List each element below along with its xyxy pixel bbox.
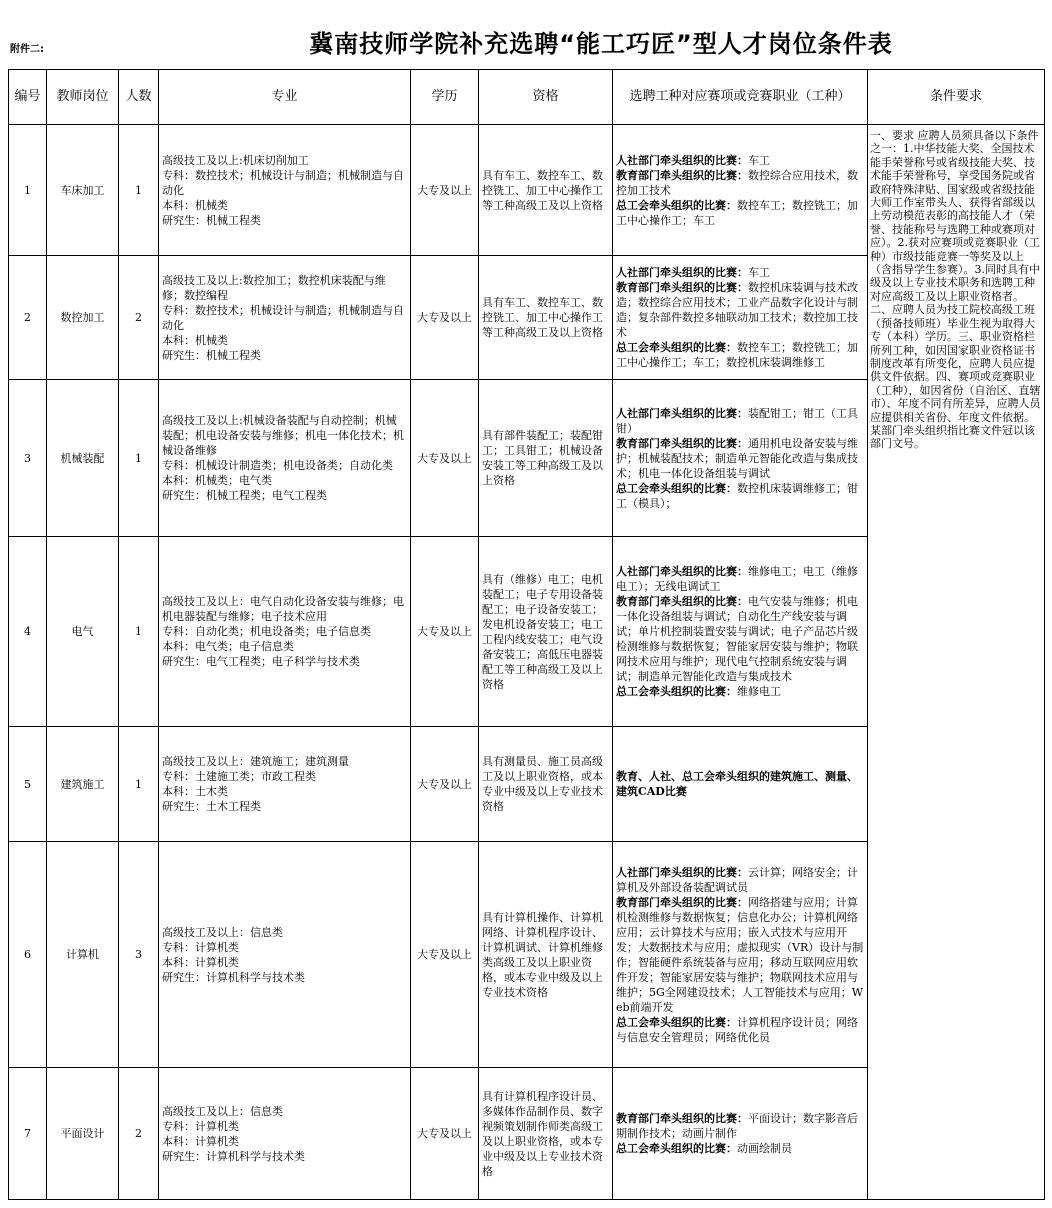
cell-major xyxy=(159,256,411,380)
cell-competition xyxy=(613,1068,868,1200)
cell-qualification: 具有计算机操作、计算机网络、计算机程序设计、计算机调试、计算机维修类高级工及以上职业资格，或本专业中级及以上专业技术资格 xyxy=(479,842,613,1068)
major-line: 研究生：计算机科学与技术类 xyxy=(162,970,305,984)
major-line: 高级技工及以上：电气自动化设备安装与维修；电机电器装配与维修；电子技术应用 xyxy=(162,595,404,623)
competition-items: 数控综合应用技术，数控加工技术 xyxy=(616,168,858,197)
competition-items: 装配钳工；钳工（工具钳） xyxy=(616,406,858,435)
cell-major xyxy=(159,125,411,256)
cell-major xyxy=(159,842,411,1068)
cell-position: 车床加工 xyxy=(47,125,119,256)
cell-qualification: 具有测量员、施工员高级工及以上职业资格，或本专业中级及以上专业技术资格 xyxy=(479,727,613,842)
competition-entry xyxy=(616,168,864,198)
competition-entry xyxy=(616,564,864,594)
competition-organizer: 人社部门牵头组织的比赛： xyxy=(616,406,748,420)
major-line: 专科：数控技术；机械设计与制造；机械制造与自动化 xyxy=(162,303,404,332)
major-line: 研究生：机械工程类；电气工程类 xyxy=(162,489,327,502)
cell-major xyxy=(159,380,411,537)
cell-position: 平面设计 xyxy=(47,1068,119,1200)
competition-organizer: 总工会牵头组织的比赛： xyxy=(616,685,737,698)
header-competition: 选聘工种对应赛项或竞赛职业（工种） xyxy=(613,70,868,125)
major-line: 高级技工及以上:数控加工；数控机床装配与维修；数控编程 xyxy=(162,273,386,302)
competition-entry xyxy=(616,340,864,370)
competition-organizer: 教育部门牵头组织的比赛： xyxy=(616,1112,748,1125)
competition-organizer: 人社部门牵头组织的比赛： xyxy=(616,565,748,578)
document-title: 冀南技师学院补充选聘“能工巧匠”型人才岗位条件表 xyxy=(309,30,893,58)
header-row xyxy=(9,70,1045,125)
cell-competition xyxy=(613,537,868,727)
competition-entry xyxy=(616,769,864,799)
competition-items: 数控车工；数控铣工；加工中心操作工；车工；数控机床装调维修工 xyxy=(616,341,858,369)
position-conditions-table xyxy=(8,69,1045,1200)
competition-organizer: 教育部门牵头组织的比赛： xyxy=(616,168,748,182)
competition-organizer: 总工会牵头组织的比赛： xyxy=(616,1015,737,1029)
cell-no: 6 xyxy=(9,842,47,1068)
cell-competition xyxy=(613,256,868,380)
competition-items: 数控车工；数控铣工；加工中心操作工；车工 xyxy=(616,198,858,227)
major-line: 本科：机械类；电气类 xyxy=(162,474,272,487)
cell-qualification: 具有部件装配工；装配钳工；工具钳工；机械设备安装工等工种高级工及以上资格 xyxy=(479,380,613,537)
competition-items: 通用机电设备安装与维护；机械装配技术；制造单元智能化改造与集成技术；机电一体化设备组装与调试 xyxy=(616,436,858,480)
competition-items: 计算机程序设计员；网络与信息安全管理员；网络优化员 xyxy=(616,1015,858,1044)
cell-competition xyxy=(613,380,868,537)
cell-count: 1 xyxy=(119,125,159,256)
major-line: 专科：计算机类 xyxy=(162,940,239,954)
cell-qualification: 具有（维修）电工；电机装配工；电子专用设备装配工；电子设备安装工；发电机设备安装工；电工工程内线安装工；电气设备安装工；高低压电器装配工等工种高级工及以上资格 xyxy=(479,537,613,727)
cell-count: 1 xyxy=(119,380,159,537)
cell-no: 7 xyxy=(9,1068,47,1200)
competition-items: 车工 xyxy=(748,266,770,279)
cell-position: 机械装配 xyxy=(47,380,119,537)
major-line: 本科：机械类 xyxy=(162,198,228,212)
cell-major xyxy=(159,727,411,842)
major-line: 研究生：计算机科学与技术类 xyxy=(162,1149,305,1163)
competition-organizer: 人社部门牵头组织的比赛： xyxy=(616,153,748,167)
major-line: 高级技工及以上：建筑施工；建筑测量 xyxy=(162,755,349,768)
cell-position: 电气 xyxy=(47,537,119,727)
major-line: 本科：机械类 xyxy=(162,333,228,347)
header-requirements: 条件要求 xyxy=(868,70,1045,125)
major-line: 本科：计算机类 xyxy=(162,1134,239,1148)
major-line: 本科：电气类；电子信息类 xyxy=(162,640,294,653)
cell-competition xyxy=(613,125,868,256)
competition-entry xyxy=(616,198,864,228)
competition-items: 维修电工；电工（维修电工）；无线电调试工 xyxy=(616,565,858,593)
competition-organizer: 教育部门牵头组织的比赛： xyxy=(616,436,748,450)
major-line: 高级技工及以上：信息类 xyxy=(162,925,283,939)
competition-entry xyxy=(616,265,864,280)
major-line: 研究生：机械工程类 xyxy=(162,348,261,362)
competition-items: 维修电工 xyxy=(737,685,781,698)
table-row xyxy=(9,125,1045,256)
cell-no: 1 xyxy=(9,125,47,256)
competition-organizer: 教育、人社、总工会牵头组织的建筑施工、测量、建筑CAD比赛 xyxy=(616,770,858,798)
cell-no: 2 xyxy=(9,256,47,380)
competition-organizer: 人社部门牵头组织的比赛： xyxy=(616,865,748,879)
competition-items: 动画绘制员 xyxy=(737,1142,792,1155)
header-qualification: 资格 xyxy=(479,70,613,125)
competition-organizer: 教育部门牵头组织的比赛： xyxy=(616,595,748,608)
header-position: 教师岗位 xyxy=(47,70,119,125)
attachment-label: 附件二: xyxy=(10,44,44,55)
cell-no: 5 xyxy=(9,727,47,842)
major-line: 专科：数控技术；机械设计与制造；机械制造与自动化 xyxy=(162,168,404,197)
header-no: 编号 xyxy=(9,70,47,125)
major-line: 高级技工及以上:机械设备装配与自动控制；机械装配；机电设备安装与维修；机电一体化技术；机械设备维修 xyxy=(162,414,404,457)
competition-organizer: 人社部门牵头组织的比赛： xyxy=(616,266,748,279)
major-line: 研究生：电气工程类；电子科学与技术类 xyxy=(162,655,360,668)
major-line: 本科：土木类 xyxy=(162,785,228,798)
major-line: 高级技工及以上：信息类 xyxy=(162,1104,283,1118)
cell-count: 1 xyxy=(119,537,159,727)
competition-entry xyxy=(616,865,864,895)
header-count: 人数 xyxy=(119,70,159,125)
major-line: 专科：机械设计制造类；机电设备类；自动化类 xyxy=(162,459,393,472)
cell-position: 数控加工 xyxy=(47,256,119,380)
cell-qualification: 具有计算机程序设计员、多媒体作品制作员、数字视频策划制作师类高级工及以上职业资格，或本专业中级及以上专业技术资格 xyxy=(479,1068,613,1200)
cell-education: 大专及以上 xyxy=(411,842,479,1068)
major-line: 研究生：土木工程类 xyxy=(162,800,261,813)
cell-count: 2 xyxy=(119,1068,159,1200)
cell-competition xyxy=(613,727,868,842)
competition-items: 平面设计；数字影音后期制作技术；动画片制作 xyxy=(616,1112,858,1140)
major-line: 研究生：机械工程类 xyxy=(162,213,261,227)
header-major: 专业 xyxy=(159,70,411,125)
competition-entry xyxy=(616,406,864,436)
competition-organizer: 教育部门牵头组织的比赛： xyxy=(616,895,748,909)
cell-major xyxy=(159,1068,411,1200)
competition-items: 电气安装与维修；机电一体化设备组装与调试；自动化生产线安装与调试；单片机控制装置安装与调试；电子产品芯片级检测维修与数据恢复；智能家居安装与维护；物联网技术应用与维护；现代电气控制系统安装与调试；制造单元智能化改造与集成技术 xyxy=(616,595,858,683)
cell-count: 2 xyxy=(119,256,159,380)
cell-count: 1 xyxy=(119,727,159,842)
cell-education: 大专及以上 xyxy=(411,125,479,256)
competition-items: 网络搭建与应用；计算机检测维修与数据恢复；信息化办公；计算机网络应用；云计算技术与应用；嵌入式技术与应用开发；大数据技术与应用；虚拟现实（VR）设计与制作；智能硬件系统装备与应用；移动互联网应用软件开发；智能家居安装与维护；物联网技术应用与维护；5G全网建设技术；人工智能技术与应用；Web前端开发 xyxy=(616,895,864,1014)
cell-qualification: 具有车工、数控车工、数控铣工、加工中心操作工等工种高级工及以上资格 xyxy=(479,125,613,256)
competition-entry xyxy=(616,481,864,511)
cell-education: 大专及以上 xyxy=(411,256,479,380)
competition-entry xyxy=(616,594,864,684)
competition-entry xyxy=(616,280,864,340)
major-line: 专科：计算机类 xyxy=(162,1119,239,1133)
cell-education: 大专及以上 xyxy=(411,537,479,727)
cell-no: 4 xyxy=(9,537,47,727)
major-line: 高级技工及以上:机床切削加工 xyxy=(162,153,309,167)
competition-organizer: 总工会牵头组织的比赛： xyxy=(616,1142,737,1155)
major-line: 专科：自动化类；机电设备类；电子信息类 xyxy=(162,625,371,638)
competition-entry xyxy=(616,1141,864,1156)
cell-no: 3 xyxy=(9,380,47,537)
cell-education: 大专及以上 xyxy=(411,1068,479,1200)
major-line: 专科：土建施工类；市政工程类 xyxy=(162,770,316,783)
competition-items: 数控机床装调与技术改造；数控综合应用技术；工业产品数字化设计与制造；复杂部件数控多轴联动加工技术；数控加工技术 xyxy=(616,281,858,339)
competition-organizer: 总工会牵头组织的比赛： xyxy=(616,341,737,354)
competition-organizer: 总工会牵头组织的比赛： xyxy=(616,481,737,495)
competition-organizer: 教育部门牵头组织的比赛： xyxy=(616,281,748,294)
header-education: 学历 xyxy=(411,70,479,125)
cell-education: 大专及以上 xyxy=(411,727,479,842)
cell-count: 3 xyxy=(119,842,159,1068)
cell-position: 计算机 xyxy=(47,842,119,1068)
competition-entry xyxy=(616,684,864,699)
competition-organizer: 总工会牵头组织的比赛： xyxy=(616,198,737,212)
competition-entry xyxy=(616,153,864,168)
competition-entry xyxy=(616,1111,864,1141)
competition-entry xyxy=(616,436,864,481)
cell-major xyxy=(159,537,411,727)
competition-items: 云计算；网络安全；计算机及外部设备装配调试员 xyxy=(616,865,858,894)
competition-entry xyxy=(616,895,864,1015)
cell-competition xyxy=(613,842,868,1068)
competition-entry xyxy=(616,1015,864,1045)
major-line: 本科：计算机类 xyxy=(162,955,239,969)
cell-education: 大专及以上 xyxy=(411,380,479,537)
cell-requirements: 一、要求 应聘人员须具备以下条件之一：1.中华技能大奖、全国技术能手荣誉称号或省级技能大奖、技术能手荣誉称号，享受国务院或省政府特殊津贴、国家级或省级技能大师工作室带头人、获得省部级以上劳动模范表彰的高技能人才（荣誉、技能称号与选聘工种或赛项对应）。2.获对应赛项或竞赛职业（工种）市级技能竞赛一等奖及以上（含指导学生参赛）。3.同时具有中级及以上专业技术职务和选聘工种对应高级工及以上职业资格者。二、应聘人员为技工院校高级工班（预备技师班）毕业生视为取得大专（本科）学历。三、职业资格栏所列工种，如因国家职业资格证书制度改革有所变化，应聘人员应提供文件依据。四、赛项或竞赛职业（工种），如因省份（自治区、直辖市）、年度不同有所差异，应聘人员应提供相关省份、年度文件依据。某部门牵头组织指比赛文件冠以该部门文号。 xyxy=(868,125,1045,1200)
competition-items: 车工 xyxy=(748,153,770,167)
competition-items: 数控机床装调维修工；钳工（模具）； xyxy=(616,481,858,510)
cell-position: 建筑施工 xyxy=(47,727,119,842)
cell-qualification: 具有车工、数控车工、数控铣工、加工中心操作工等工种高级工及以上资格 xyxy=(479,256,613,380)
